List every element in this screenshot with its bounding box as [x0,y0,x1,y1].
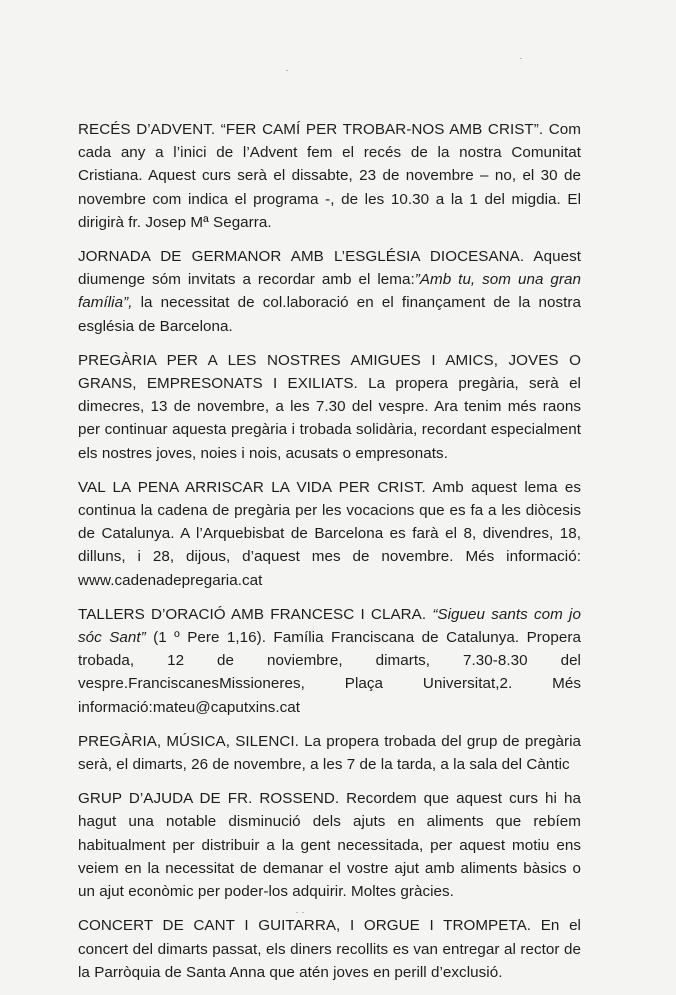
paragraph-heading: PREGÀRIA PER A LES NOSTRES AMIGUES I AMICS, JOVES O GRANS, EMPRESONATS I EXILIATS. [78,351,581,393]
paragraph-body: En el concert del dimarts passat, els diners recollits es van entregar al rector de la Parròquia de Santa Anna que atén joves en perill d’exclusió. [78,917,581,981]
paragraph-body: Recordem que aquest curs hi ha hagut una notable disminució dels ajuts en aliments que rebíem habitualment per distribuir a la gent necessitada, per aquest motiu ens veiem en la necessitat de demanar el vostre ajut amb aliments bàsics o un ajut econòmic per poder-los adquirir. Moltes gràcies. [78,790,581,901]
scan-speck [520,58,522,59]
paragraph-body: La propera trobada del grup de pregària serà, el dimarts, 26 de novembre, a les 7 de la tarda, a la sala del Càntic [78,732,581,774]
paragraph-pregaria-musica [78,730,581,776]
paragraph-heading: VAL LA PENA ARRISCAR LA VIDA PER CRIST. [78,478,426,496]
paragraph-grup-ajuda [78,787,581,903]
paragraph-pregaria-amigues [78,349,581,465]
paragraph-jornada-germanor [78,245,581,338]
paragraph-concert [78,914,581,984]
paragraph-body: Amb aquest lema es continua la cadena de pregària per les vocacions que es fa a les diòcesis de Catalunya. A l’Arquebisbat de Barcelona es farà el 8, divendres, 18, dilluns, i 28, dijous, d’aquest mes de novembre. Més informació: www.cadenadepregaria.cat [78,478,582,589]
paragraph-body: Aquest diumenge sóm invitats a recordar amb el lema: [78,248,581,289]
paragraph-quote: “Sigueu sants com jo sóc Sant” [78,605,581,647]
paragraph-body-end: (1 º Pere 1,16). Família Franciscana de Catalunya. Propera trobada, 12 de noviembre, dimarts, 7.30-8.30 del vespre.FranciscanesMissioneres, Plaça Universitat,2. Més informació:mateu@caputxins.cat [78,629,581,716]
paragraph-heading: TALLERS D’ORACIÓ AMB FRANCESC I CLARA. [78,605,427,623]
paragraph-body-end: la necessitat de col.laboració en el finançament de la nostra església de Barcelona. [78,294,581,335]
paragraph-heading: GRUP D’AJUDA DE FR. ROSSEND. [78,790,340,808]
paragraph-reces-advent [78,118,581,234]
paragraph-heading: CONCERT DE CANT I GUITARRA, I ORGUE I TROMPETA. [78,917,532,935]
paragraph-body: Com cada any a l’inici de l’Advent fem el recés de la nostra Comunitat Cristiana. Aquest curs serà el dissabte, 23 de novembre – no, el 30 de novembre com indica el programa -, de les 10.30 a la 1 del migdia. El dirigirà fr. Josep Mª Segarra. [78,121,581,231]
scan-speck [286,70,288,71]
paragraph-heading: JORNADA DE GERMANOR AMB L’ESGLÉSIA DIOCESANA. [78,248,525,266]
paragraph-val-la-pena [78,476,581,592]
paragraph-heading: PREGÀRIA, MÚSICA, SILENCI. [78,732,299,750]
paragraph-tallers-oracio [78,603,581,719]
bulletin-content [78,118,581,995]
paragraph-heading: RECÉS D’ADVENT. “FER CAMÍ PER TROBAR-NOS AMB CRIST”. [78,121,544,138]
paragraph-motto: ”Amb tu, som una gran família”, [78,271,581,312]
paragraph-body: La propera pregària, serà el dimecres, 13 de novembre, a les 7.30 del vespre. Ara tenim més raons per continuar aquesta pregària i trobada solidària, recordant especialment els nostres joves, noies i nois, acusats o empresonats. [78,375,581,462]
